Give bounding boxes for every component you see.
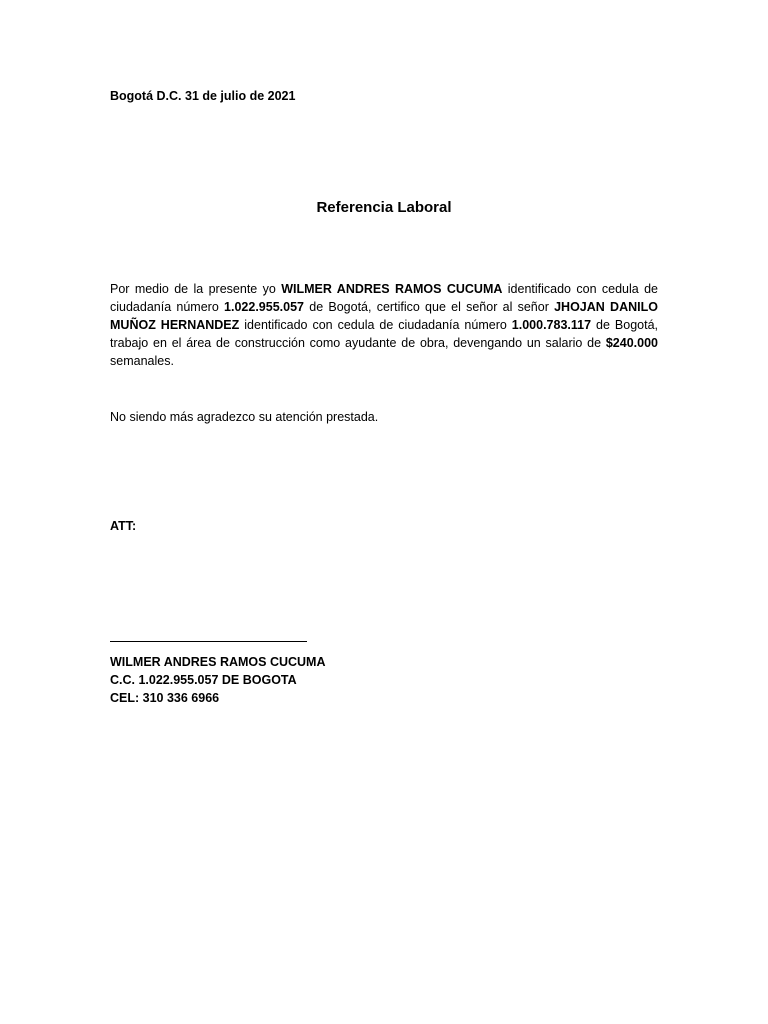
body-text-1: identificado con cedula de ciudadanía número (110, 282, 658, 314)
document-title: Referencia Laboral (316, 199, 452, 216)
signature-block (110, 653, 326, 707)
body-text-5: semanales. (110, 354, 174, 368)
signature-line (110, 641, 307, 642)
body-paragraph (110, 280, 658, 370)
certifier-id: 1.022.955.057 (224, 300, 304, 314)
body-intro: Por medio de la presente yo (110, 282, 276, 296)
employee-name: JHOJAN DANILO MUÑOZ HERNANDEZ (110, 300, 658, 332)
signer-id: C.C. 1.022.955.057 DE BOGOTA (110, 673, 297, 687)
att-label: ATT: (110, 519, 137, 533)
certifier-name: WILMER ANDRES RAMOS CUCUMA (281, 282, 503, 296)
body-text-2: de Bogotá, certifico que el señor al señor (309, 300, 549, 314)
body-text-3: identificado con cedula de ciudadanía número (244, 318, 507, 332)
signer-phone: CEL: 310 336 6966 (110, 691, 220, 705)
body-text-4: de Bogotá, trabajo en el área de construcción como ayudante de obra, devengando un salario de (110, 318, 658, 350)
employee-id: 1.000.783.117 (511, 318, 592, 332)
salary-amount: $240.000 (605, 336, 658, 350)
closing-line: No siendo más agradezco su atención prestada. (110, 410, 379, 424)
signer-name: WILMER ANDRES RAMOS CUCUMA (110, 655, 326, 669)
date-line: Bogotá D.C. 31 de julio de 2021 (110, 89, 296, 103)
